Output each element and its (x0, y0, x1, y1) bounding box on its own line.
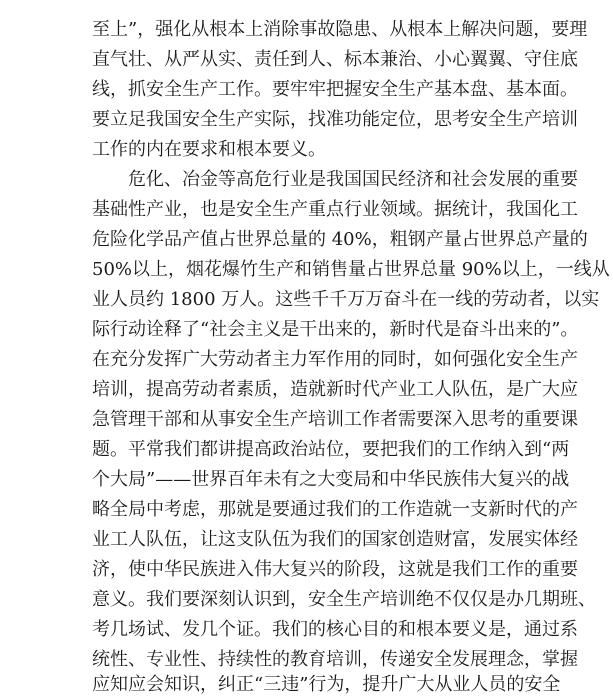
text-line: 培训，提高劳动者素质，造就新时代产业工人队伍，是广大应 (92, 379, 578, 400)
text-line: 业人员约 1800 万人。这些千千万万奋斗在一线的劳动者，以实 (92, 289, 600, 310)
text-line: 际行动诠释了“社会主义是干出来的，新时代是奋斗出来的”。 (92, 319, 579, 340)
text-line: 统性、专业性、持续性的教育培训，传递安全发展理念，掌握 (92, 649, 578, 670)
text-line: 急管理干部和从事安全生产培训工作者需要深入思考的重要课 (92, 409, 578, 430)
text-line: 要立足我国安全生产实际，找准功能定位，思考安全生产培训 (92, 109, 578, 130)
text-line: 应知应会知识，纠正“三违”行为，提升广大从业人员的安全 (92, 674, 561, 695)
text-line: 至上”，强化从根本上消除事故隐患、从根本上解决问题，要理 (92, 19, 588, 40)
text-line: 略全局中考虑，那就是要通过我们的工作造就一支新时代的产 (92, 499, 578, 520)
text-line: 直气壮、从严从实、责任到人、标本兼治、小心翼翼、守住底 (92, 49, 578, 70)
text-line: 个大局”——世界百年未有之大变局和中华民族伟大复兴的战 (92, 469, 570, 490)
text-line: 线，抓安全生产工作。要牢牢把握安全生产基本盘、基本面。 (92, 79, 578, 100)
text-line: 济，使中华民族进入伟大复兴的阶段，这就是我们工作的重要 (92, 559, 578, 580)
text-line: 意义。我们要深刻认识到，安全生产培训绝不仅仅是办几期班、 (92, 589, 596, 610)
text-line: 50%以上，烟花爆竹生产和销售量占世界总量 90%以上，一线从 (92, 259, 610, 280)
text-line: 工作的内在要求和根本要义。 (92, 139, 326, 160)
text-line: 业工人队伍，让这支队伍为我们的国家创造财富，发展实体经 (92, 529, 578, 550)
paragraph-first-line: 危化、冶金等高危行业是我国国民经济和社会发展的重要 (128, 169, 578, 190)
text-line: 危险化学品产值占世界总量的 40%，粗钢产量占世界总产量的 (92, 229, 588, 250)
text-line: 题。平常我们都讲提高政治站位，要把我们的工作纳入到“两 (92, 439, 570, 460)
text-line: 考几场试、发几个证。我们的核心目的和根本要义是，通过系 (92, 619, 578, 640)
text-line: 基础性产业，也是安全生产重点行业领域。据统计，我国化工 (92, 199, 578, 220)
text-line: 在充分发挥广大劳动者主力军作用的同时，如何强化安全生产 (92, 349, 578, 370)
